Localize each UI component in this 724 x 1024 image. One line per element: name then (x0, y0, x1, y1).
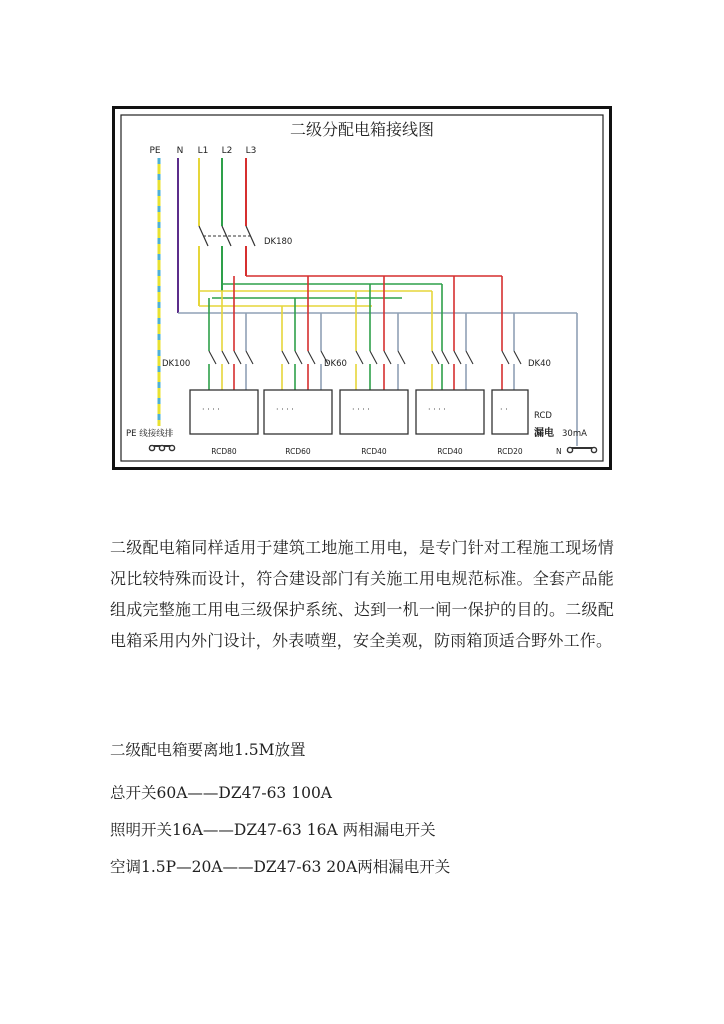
spec-line-height: 二级配电箱要离地1.5M放置 (110, 741, 306, 759)
spec-line-lighting-switch: 照明开关16A——DZ47-63 16A 两相漏电开关 (110, 821, 436, 839)
rcd-label-5: RCD20 (497, 447, 523, 456)
svg-text:· ·: · · (500, 405, 508, 414)
rcd-box-3 (340, 390, 408, 434)
phase-label-l3: L3 (245, 146, 257, 156)
phase-label-l1: L1 (197, 146, 209, 156)
branch-switch-label-1: DK100 (162, 359, 191, 369)
phase-label-l2: L2 (221, 146, 233, 156)
leakage-label: 漏电 (534, 428, 554, 439)
leakage-current-label: 30mA (562, 429, 587, 439)
n-terminal-label: N (556, 447, 562, 456)
rcd-side-label: RCD (534, 411, 552, 421)
svg-text:· · · ·: · · · · (352, 405, 370, 414)
diagram-title: 二级分配电箱接线图 (289, 120, 435, 139)
branch-switch-label-3: DK40 (528, 359, 551, 369)
spec-line-main-switch: 总开关60A——DZ47-63 100A (110, 784, 333, 802)
phase-label-n: N (176, 146, 184, 156)
spec-line-ac-switch: 空调1.5P—20A——DZ47-63 20A两相漏电开关 (110, 858, 451, 876)
main-switch-label: DK180 (264, 237, 293, 247)
svg-text:· · · ·: · · · · (428, 405, 446, 414)
wiring-diagram-figure (112, 106, 612, 470)
rcd-label-1: RCD80 (211, 447, 237, 456)
pe-terminal-bar (149, 445, 174, 450)
rcd-box-4 (416, 390, 484, 434)
rcd-label-2: RCD60 (285, 447, 311, 456)
svg-text:· · · ·: · · · · (276, 405, 294, 414)
phase-label-pe: PE (149, 146, 161, 156)
rcd-box-5 (492, 390, 528, 434)
rcd-box-2 (264, 390, 332, 434)
rcd-label-4: RCD40 (437, 447, 463, 456)
rcd-label-3: RCD40 (361, 447, 387, 456)
svg-text:· · · ·: · · · · (202, 405, 220, 414)
description-paragraph: 二级配电箱同样适用于建筑工地施工用电，是专门针对工程施工现场情况比较特殊而设计，符合建设部门有关施工用电规范标准。全套产品能组成完整施工用电三级保护系统、达到一机一闸一保护的目的。二级配电箱采用内外门设计，外表喷塑，安全美观，防雨箱顶适合野外工作。 (110, 538, 614, 650)
pe-terminal-label: PE 线接线排 (126, 429, 174, 439)
wiring-diagram (112, 106, 612, 470)
branch-switch-label-2: DK60 (324, 359, 347, 369)
rcd-box-1 (190, 390, 258, 434)
